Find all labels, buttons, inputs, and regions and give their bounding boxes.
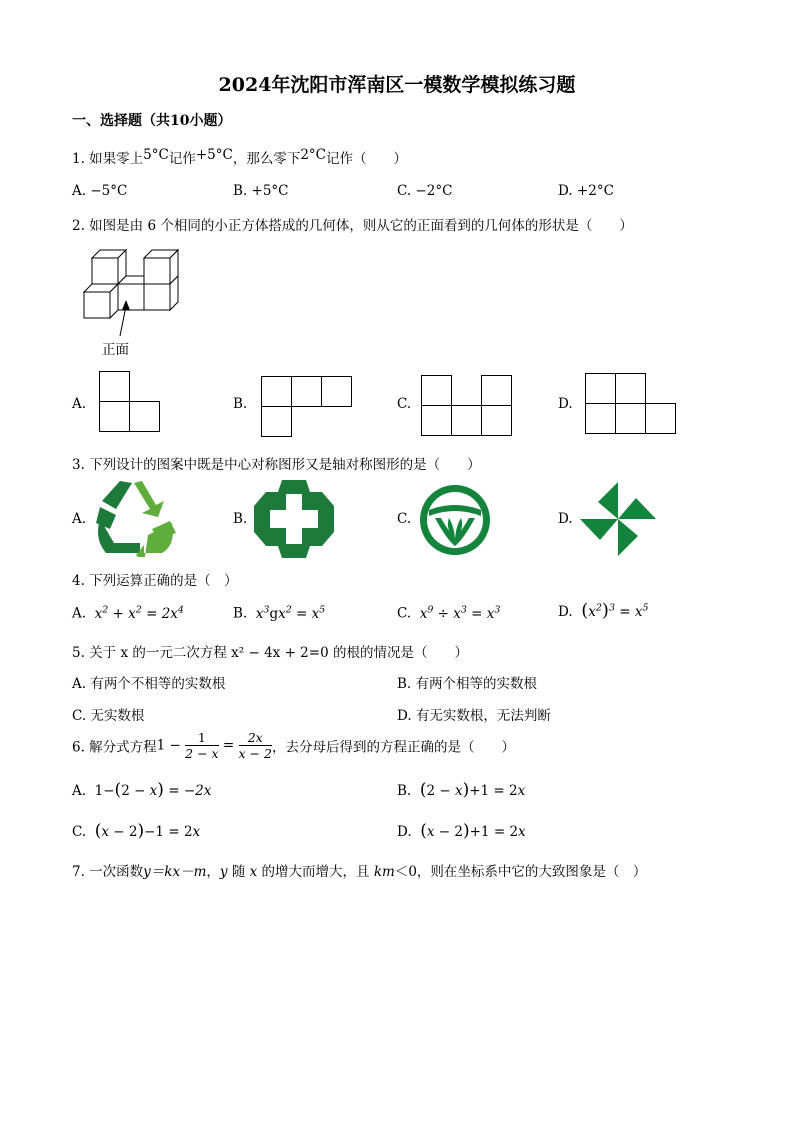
q6-expr-a: 1−(2 − x) = −2x [94, 780, 212, 800]
q5-option-a[interactable]: A. 有两个不相等的实数根 [72, 676, 226, 692]
q6-equals: = [222, 737, 235, 754]
q6-option-c[interactable] [72, 821, 200, 841]
q4-label-d: D. [558, 604, 573, 620]
q3-label-d[interactable]: D. [558, 511, 573, 527]
q6-text: ，去分母后得到的方程正确的是（ ） [271, 739, 515, 756]
question-3-stem: 3. 下列设计的图案中既是中心对称图形又是轴对称图形的是（ ） [72, 457, 481, 473]
q4-expr-d: $(x^2)^3 = x^5$ [581, 600, 649, 621]
q4-expr-b: $x^3gx^2 = x^5$ [251, 604, 326, 622]
q5-option-c[interactable]: C. 无实数根 [72, 708, 145, 724]
green-food-logo-icon[interactable] [417, 482, 493, 558]
q7-equation: y＝kx－m [143, 864, 207, 880]
q6-label-c: C. [72, 824, 87, 840]
q1-text: 记作（ ） [326, 151, 407, 167]
q2-label-c[interactable]: C. [397, 396, 412, 412]
q1-option-b[interactable]: B. +5°C [233, 183, 289, 199]
question-2-stem: 2. 如图是由 6 个相同的小正方体搭成的几何体，则从它的正面看到的几何体的形状是（ ） [72, 218, 633, 234]
q4-expr-a: $x^2 + x^2 = 2x^4$ [90, 604, 184, 622]
q4-expr-c: $x^9 \div x^3 = x^3$ [415, 604, 501, 622]
q6-label-b: B. [397, 783, 412, 799]
q1-text: 记作 [168, 151, 196, 167]
q2-option-c-figure[interactable] [421, 375, 517, 439]
q7-text: 的增大而增大，且 [257, 864, 374, 880]
q4-label-c: C. [397, 605, 412, 622]
q4-option-a[interactable] [72, 604, 184, 622]
q7-var-x: x [249, 864, 258, 880]
q4-option-c[interactable] [397, 604, 500, 622]
q6-one: 1 − [156, 737, 181, 754]
q2-label-b[interactable]: B. [233, 396, 248, 412]
q6-fraction-right: $\frac{2x}{x - 2}$ [238, 730, 272, 761]
q7-text: 7. 一次函数 [72, 864, 144, 880]
q2-label-a[interactable]: A. [72, 396, 87, 412]
q4-label-a: A. [72, 605, 87, 622]
q6-expr-b: (2 − x)+1 = 2x [419, 780, 526, 800]
q7-text: 随 [227, 864, 250, 880]
q1-value-2c: 2°C [300, 147, 326, 163]
q7-var-y: y [219, 864, 228, 880]
q6-expr-d: (x − 2)+1 = 2x [420, 821, 526, 841]
section-heading: 一、选择题（共10小题） [72, 113, 232, 129]
q6-fraction-left: $\frac{1}{2 - x}$ [185, 730, 219, 761]
q6-label-d: D. [397, 824, 412, 840]
question-5-stem: 5. 关于 x 的一元二次方程 x² − 4x + 2=0 的根的情况是（ ） [72, 645, 468, 661]
q5-option-b[interactable]: B. 有两个相等的实数根 [397, 676, 538, 692]
q6-option-b[interactable] [397, 780, 525, 800]
q1-text: 1. 如果零上 [72, 151, 144, 167]
q3-label-c[interactable]: C. [397, 511, 412, 527]
q3-label-b[interactable]: B. [233, 511, 248, 527]
question-6-stem [72, 730, 515, 761]
q6-option-a[interactable] [72, 780, 211, 800]
q1-text: ，那么零下 [232, 151, 301, 167]
question-7-stem [72, 860, 646, 880]
q6-expr-c: (x − 2)−1 = 2x [94, 821, 201, 841]
pinwheel-icon[interactable] [578, 480, 658, 558]
question-4-stem: 4. 下列运算正确的是（ ） [72, 573, 238, 589]
q2-label-d[interactable]: D. [558, 396, 573, 412]
q6-option-d[interactable] [397, 821, 526, 841]
front-view-label: 正面 [102, 342, 129, 358]
q7-km: km [373, 864, 395, 880]
q2-option-b-figure[interactable] [261, 376, 357, 440]
q4-option-b[interactable] [233, 604, 325, 622]
cube-stack-figure [80, 248, 190, 338]
cross-emblem-icon[interactable] [252, 478, 336, 560]
q7-text: ， [206, 864, 220, 880]
q2-option-a-figure[interactable] [99, 371, 163, 435]
question-1-stem [72, 147, 407, 167]
q6-text: 6. 解分式方程 [72, 739, 157, 756]
recycle-icon[interactable] [92, 479, 176, 557]
q1-option-d[interactable]: D. +2°C [558, 183, 614, 199]
page-title: 2024年沈阳市浑南区一模数学模拟练习题 [218, 74, 576, 96]
q1-value-plus5c: +5°C [195, 147, 233, 163]
q1-option-c[interactable]: C. −2°C [397, 183, 453, 199]
q3-label-a[interactable]: A. [72, 511, 87, 527]
q6-label-a: A. [72, 783, 87, 799]
q4-label-b: B. [233, 605, 248, 622]
q1-option-a[interactable]: A. −5°C [72, 183, 128, 199]
q1-value-5c: 5°C [143, 147, 169, 163]
q7-text: ＜0，则在坐标系中它的大致图象是（ ） [394, 864, 647, 880]
q5-option-d[interactable]: D. 有无实数根，无法判断 [397, 708, 551, 724]
q2-option-d-figure[interactable] [585, 373, 681, 437]
q4-option-d[interactable] [558, 600, 648, 621]
